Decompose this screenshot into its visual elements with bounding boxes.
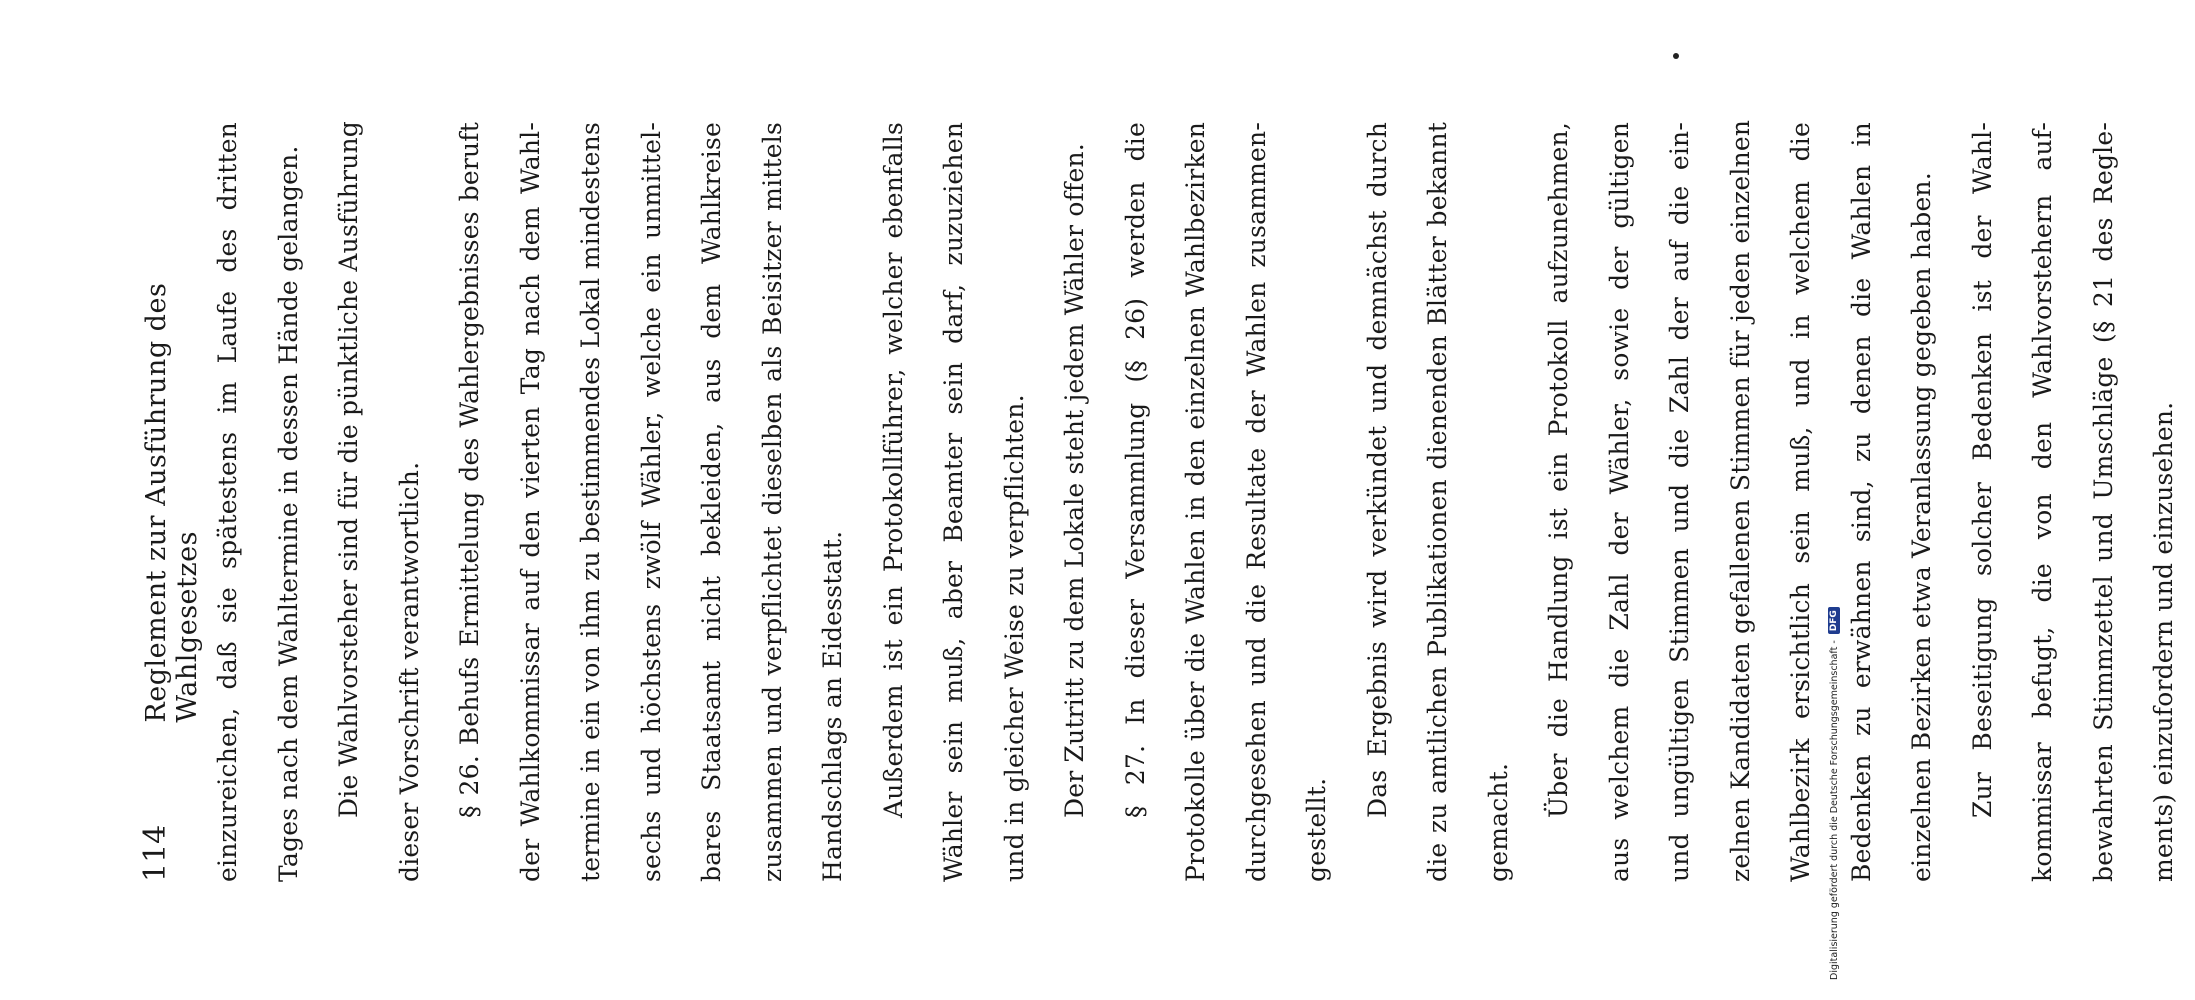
- text-line: aus welchem die Zahl der Wähler, sowie der gültigen: [1604, 122, 1634, 882]
- text-line: zusammen und verpflichtet dieselben als Beisitzer mittels: [757, 122, 787, 882]
- text-line: § 27. In dieser Versammlung (§ 26) werden die: [1120, 122, 1150, 818]
- text-line: sechs und höchstens zwölf Wähler, welche ein unmittel-: [636, 122, 666, 882]
- text-line: bares Staatsamt nicht bekleiden, aus dem Wahlkreise: [697, 122, 726, 882]
- text-line: Handschlags an Eidesstatt.: [818, 530, 847, 882]
- text-line: Protokolle über die Wahlen in den einzelnen Wahlbezirken: [1181, 122, 1210, 882]
- text-line: Das Ergebnis wird verkündet und demnächst durch: [1362, 122, 1392, 818]
- credit-text: Digitalisierung gefördert durch die Deutsche Forschungsgemeinschaft -: [1828, 640, 1840, 980]
- text-line: ments) einzufordern und einzusehen.: [2149, 401, 2178, 882]
- text-line: Zur Beseitigung solcher Bedenken ist der Wahl-: [1967, 122, 1997, 818]
- text-line: Der Zutritt zu dem Lokale steht jedem Wähler offen.: [1060, 143, 1089, 818]
- text-line: und ungültigen Stimmen und die Zahl der auf die ein-: [1665, 122, 1694, 882]
- text-line: dieser Vorschrift verantwortlich.: [394, 461, 424, 882]
- text-line: einzureichen, daß sie spätestens im Laufe des dritten: [213, 122, 242, 882]
- text-line: Wähler sein muß, aber Beamter sein darf, zuzuziehen: [939, 122, 968, 882]
- scan-speck: [1673, 53, 1679, 59]
- text-line: Die Wahlvorsteher sind für die pünktliche Ausführung: [334, 121, 363, 818]
- text-line: Wahlbezirk ersichtlich sein muß, und in welchem die: [1786, 122, 1815, 882]
- body-text: [198, 119, 2195, 882]
- dfg-logo: DFG: [1828, 607, 1840, 634]
- text-line: der Wahlkommissar auf den vierten Tag nach dem Wahl-: [515, 122, 545, 882]
- text-line: zelnen Kandidaten gefallenen Stimmen für jeden einzelnen: [1725, 119, 1755, 882]
- text-line: gemacht.: [1483, 762, 1513, 882]
- text-line: und in gleicher Weise zu verpflichten.: [999, 394, 1029, 882]
- running-head: Reglement zur Ausführung des Wahlgesetzes: [141, 282, 203, 723]
- page-number: 114: [138, 824, 173, 882]
- text-line: kommissar befugt, die von den Wahlvorstehern auf-: [2028, 122, 2057, 882]
- text-line: Bedenken zu erwähnen sind, zu denen die Wahlen in: [1846, 122, 1876, 882]
- text-line: Über die Handlung ist ein Protokoll aufzunehmen,: [1544, 122, 1573, 818]
- text-line: einzelnen Bezirken etwa Veranlassung gegeben haben.: [1907, 172, 1936, 882]
- text-line: Tages nach dem Wahltermine in dessen Hände gelangen.: [273, 145, 303, 882]
- digitization-credit: [1828, 0, 1840, 980]
- text-line: § 26. Behufs Ermittelung des Wahlergebnisses beruft: [455, 122, 484, 818]
- text-line: durchgesehen und die Resultate der Wahlen zusammen-: [1241, 122, 1271, 882]
- text-line: bewahrten Stimmzettel und Umschläge (§ 21 des Regle-: [2088, 122, 2118, 882]
- text-line: termine in ein von ihm zu bestimmendes Lokal mindestens: [576, 122, 605, 882]
- text-line: Außerdem ist ein Protokollführer, welcher ebenfalls: [878, 122, 908, 818]
- page-header: [138, 122, 203, 882]
- text-line: die zu amtlichen Publikationen dienenden Blätter bekannt: [1423, 122, 1452, 882]
- text-line: gestellt.: [1302, 777, 1331, 882]
